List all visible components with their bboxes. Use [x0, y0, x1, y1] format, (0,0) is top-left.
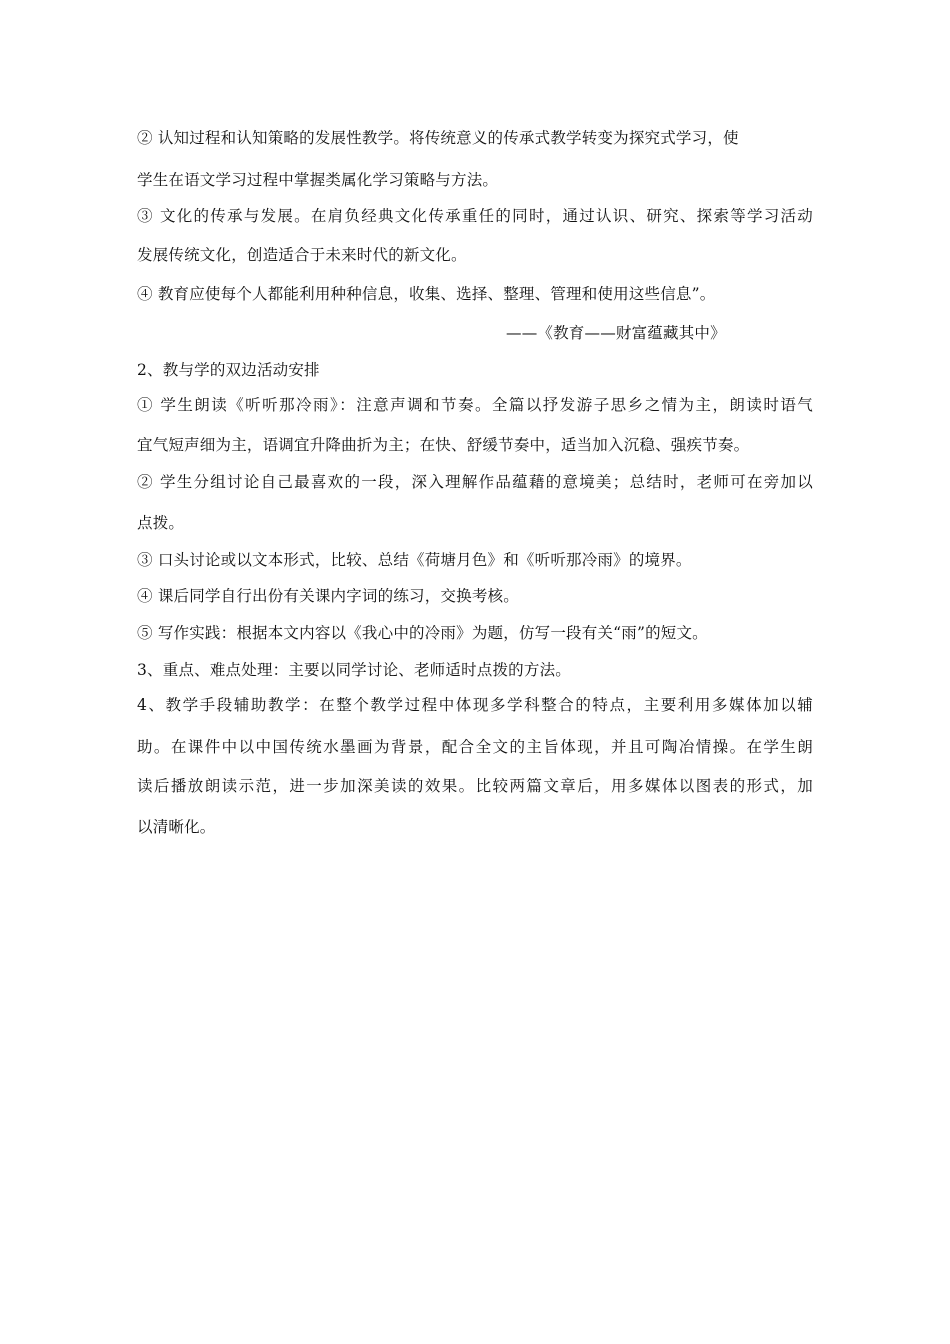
text-line: ② 学生分组讨论自己最喜欢的一段，深入理解作品蕴藉的意境美；总结时，老师可在旁加以 [137, 473, 813, 491]
text-line: ③ 口头讨论或以文本形式，比较、总结《荷塘月色》和《听听那冷雨》的境界。 [137, 551, 692, 569]
text-line: 宜气短声细为主，语调宜升降曲折为主；在快、舒缓节奏中，适当加入沉稳、强疾节奏。 [137, 436, 750, 454]
text-line: ③ 文化的传承与发展。在肩负经典文化传承重任的同时，通过认识、研究、探索等学习活动 [137, 207, 813, 225]
text-line: ① 学生朗读《听听那冷雨》：注意声调和节奏。全篇以抒发游子思乡之情为主，朗读时语气 [137, 396, 813, 414]
text-line: 4、教学手段辅助教学：在整个教学过程中体现多学科整合的特点，主要利用多媒体加以辅 [137, 696, 813, 714]
text-line: ② 认知过程和认知策略的发展性教学。将传统意义的传承式教学转变为探究式学习，使 [137, 129, 739, 147]
text-line: ④ 教育应使每个人都能利用种种信息，收集、选择、整理、管理和使用这些信息”。 [137, 285, 716, 303]
text-line: 助。在课件中以中国传统水墨画为背景，配合全文的主旨体现，并且可陶冶情操。在学生朗 [137, 738, 813, 756]
text-line: 读后播放朗读示范，进一步加深美读的效果。比较两篇文章后，用多媒体以图表的形式，加 [137, 777, 813, 795]
section-heading: 2、教与学的双边活动安排 [137, 361, 320, 379]
text-line: ④ 课后同学自行出份有关课内字词的练习，交换考核。 [137, 587, 519, 605]
text-line: 以清晰化。 [137, 818, 216, 836]
text-line: ⑤ 写作实践：根据本文内容以《我心中的冷雨》为题，仿写一段有关“雨”的短文。 [137, 624, 708, 642]
text-line: 发展传统文化，创造适合于未来时代的新文化。 [137, 246, 467, 264]
text-line: 点拨。 [137, 514, 185, 532]
section-heading: 3、重点、难点处理：主要以同学讨论、老师适时点拨的方法。 [137, 661, 571, 679]
text-line: 学生在语文学习过程中掌握类属化学习策略与方法。 [137, 171, 499, 189]
citation-line: ——《教育——财富蕴藏其中》 [506, 324, 726, 342]
